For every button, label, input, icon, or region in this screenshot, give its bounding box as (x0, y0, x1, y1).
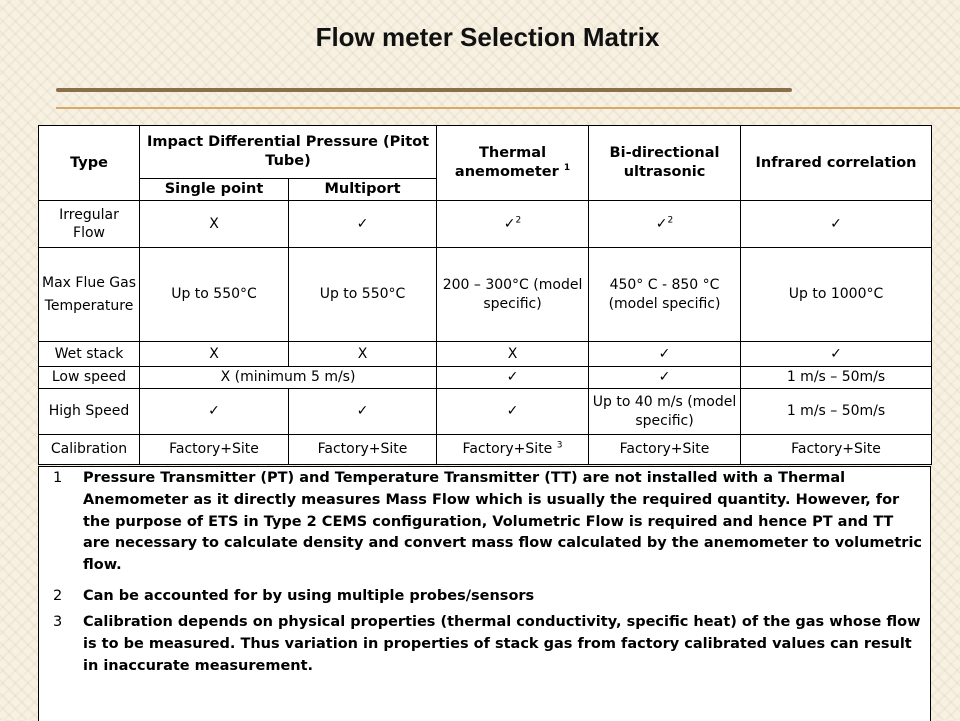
row-irregular-flow (39, 201, 932, 248)
header-infrared: Infrared correlation (741, 126, 932, 201)
cell-single: X (140, 342, 289, 367)
cell-thermal: Factory+Site $^3$ (437, 435, 589, 465)
cell-ultrasonic: 450° C - 850 °C (model specific) (589, 248, 741, 342)
footnote-ref: 3 (556, 440, 563, 451)
cell-ultrasonic: Factory+Site (589, 435, 741, 465)
row-calibration (39, 435, 932, 465)
footnote-ref: 2 (515, 215, 522, 226)
cell-ultrasonic (589, 201, 741, 248)
footnote-text: Pressure Transmitter (PT) and Temperature Transmitter (TT) are not installed with a Thermal Anemometer as it directly measures Mass Flow which is usually the required quantity. However, for the purpose of ETS in Type 2 CEMS configuration, Volumetric Flow is required and hence PT and TT are necessary to calculate density and convert mass flow calculated by the anemometer to volumetric flow. (83, 470, 923, 573)
row-label: Calibration (39, 435, 140, 465)
footnote-number: 3 (53, 614, 63, 630)
row-label: High Speed (39, 389, 140, 435)
footnote-3 (53, 612, 924, 677)
footnote-number: 2 (53, 588, 63, 604)
check-icon: ✓ (589, 367, 741, 389)
check-icon: ✓ (140, 389, 289, 435)
cell-multi: Up to 550°C (289, 248, 437, 342)
title-divider (56, 107, 960, 109)
page-title: Flow meter Selection Matrix (315, 22, 660, 52)
header-multiport: Multiport (289, 179, 437, 201)
cell-infrared: Factory+Site (741, 435, 932, 465)
row-label: Max Flue Gas Temperature (39, 248, 140, 342)
cell-infrared: Up to 1000°C (741, 248, 932, 342)
row-high-speed (39, 389, 932, 435)
cell-ultrasonic: Up to 40 m/s (model specific) (589, 389, 741, 435)
cell-thermal (437, 201, 589, 248)
header-impact-pressure: Impact Differential Pressure (Pitot Tube) (140, 126, 437, 179)
footnote-number: 1 (53, 470, 63, 486)
check-icon: ✓ (741, 342, 932, 367)
header-row (39, 126, 932, 179)
cell-thermal: X (437, 342, 589, 367)
footnote-1 (53, 468, 924, 577)
cell-pitot: X (minimum 5 m/s) (140, 367, 437, 389)
check-icon: ✓ (437, 389, 589, 435)
footnote-text: Can be accounted for by using multiple probes/sensors (83, 588, 535, 604)
header-single-point: Single point (140, 179, 289, 201)
check-icon: ✓ (437, 367, 589, 389)
check-icon: ✓ (289, 389, 437, 435)
footnote-2 (53, 586, 924, 608)
footnote-ref: 1 (563, 163, 571, 174)
row-wet-stack (39, 342, 932, 367)
selection-matrix-table (38, 125, 932, 465)
footnotes-panel (38, 466, 931, 721)
cell-thermal: 200 – 300°C (model specific) (437, 248, 589, 342)
cell-single: X (140, 201, 289, 248)
cell-single: Up to 550°C (140, 248, 289, 342)
footnote-ref: 2 (667, 215, 674, 226)
cell-infrared: 1 m/s – 50m/s (741, 389, 932, 435)
row-label: Irregular Flow (39, 201, 140, 248)
header-bidirectional: Bi-directional ultrasonic (589, 126, 741, 201)
cell-multi: Factory+Site (289, 435, 437, 465)
check-icon: ✓ (589, 342, 741, 367)
check-icon: ✓ (741, 201, 932, 248)
cell-infrared: 1 m/s – 50m/s (741, 367, 932, 389)
row-label: Low speed (39, 367, 140, 389)
cell-multi: X (289, 342, 437, 367)
check-icon: ✓ (289, 201, 437, 248)
cell-single: Factory+Site (140, 435, 289, 465)
title-underline (56, 88, 792, 92)
header-type: Type (39, 126, 140, 201)
header-thermal: Thermal anemometer $^1$ (437, 126, 589, 201)
check-icon: ✓ (655, 215, 668, 232)
footnote-text: Calibration depends on physical properties (thermal conductivity, specific heat) of the gas whose flow is to be measured. Thus variation in properties of stack gas from factory calibrated values can result in inaccurate measurement. (83, 614, 921, 674)
row-low-speed (39, 367, 932, 389)
check-icon: ✓ (503, 215, 516, 232)
row-max-flue-gas-temperature (39, 248, 932, 342)
row-label: Wet stack (39, 342, 140, 367)
